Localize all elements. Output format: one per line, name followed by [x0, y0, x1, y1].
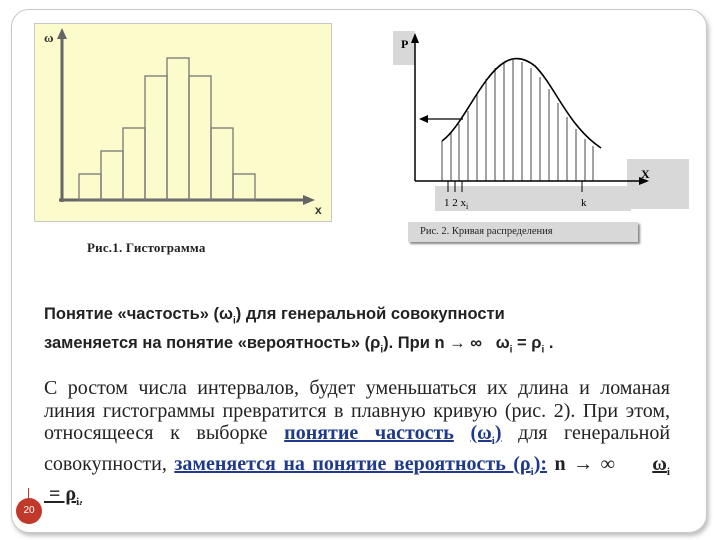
explanation-paragraph: С ростом числа интервалов, будет уменьшаться их длина и ломаная линия гистограммы превратится в плавную кривую (рис. 2). При этом, относящееся к выборке понятие частость $(\omega_i)$ для генеральной совокупности, заменяется на понятие вероятность $(\rho_i)$: n → ∞ $\omega_i = \rho_{i.}$ — [44, 377, 671, 508]
curve-tick-label-right: k — [581, 197, 587, 209]
histogram-bar — [189, 76, 211, 200]
histogram-y-arrow — [57, 28, 67, 39]
histogram-bar — [123, 128, 145, 200]
curve-y-arrow — [411, 33, 419, 43]
histogram-bar — [167, 58, 189, 200]
curve-tick-arrows — [448, 181, 582, 192]
curve-y-label: P — [401, 37, 409, 51]
distribution-figure — [393, 31, 689, 211]
term-probability-link[interactable]: заменяется на понятие вероятность $(\rho_i)$: — [174, 452, 548, 478]
curve-pointer-arrow — [419, 115, 428, 123]
statement-line-2: заменяется на понятие «вероятность» $(\rho_i)$. При n → ∞ $\omega_i = \rho_i$ . — [44, 334, 554, 356]
curve-x-label: X — [641, 167, 650, 181]
page-number-stem — [28, 488, 29, 498]
figure1-caption: Рис.1. Гистограмма — [87, 240, 206, 255]
figure2-caption: Рис. 2. Кривая распределения — [408, 222, 638, 242]
curve-tick-label-left: 1 2 $x_i$ — [444, 197, 469, 211]
histogram-bar — [145, 76, 167, 200]
histogram-y-label: ω — [44, 30, 54, 45]
histogram-bar — [233, 174, 255, 200]
histogram-bar — [211, 128, 233, 200]
curve-hatching — [442, 60, 593, 181]
term-frequency-link[interactable]: понятие частость — [284, 422, 454, 444]
histogram-bar — [101, 151, 123, 200]
formula: $\omega_i = \rho_{i.}$ — [44, 452, 670, 508]
distribution-svg — [393, 31, 689, 211]
statement-line-1: Понятие «частость» $(\omega_i)$ для генеральной совокупности — [44, 305, 505, 327]
histogram-bars — [79, 58, 255, 200]
probability-statement — [44, 303, 684, 362]
histogram-x-label: x — [315, 203, 322, 217]
page-number-badge: 20 — [16, 498, 42, 524]
histogram-svg — [35, 24, 331, 221]
histogram-bar — [79, 174, 101, 200]
histogram-x-arrow — [303, 195, 315, 205]
histogram-figure — [34, 23, 332, 222]
term-frequency-symbol[interactable]: $(\omega_i)$ — [470, 422, 502, 447]
